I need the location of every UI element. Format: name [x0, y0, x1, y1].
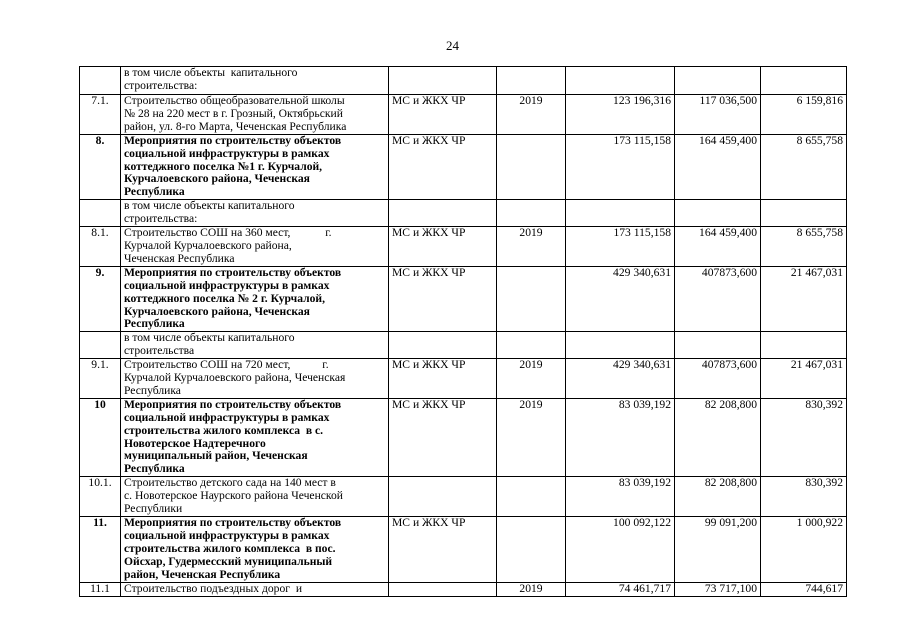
row-number-cell: 10.1. — [80, 477, 121, 517]
responsible-org-cell — [389, 200, 497, 227]
regional-amount-cell: 6 159,816 — [761, 95, 847, 135]
regional-amount-cell — [761, 67, 847, 95]
year-cell: 2019 — [497, 359, 566, 399]
row-name-line: район, Чеченская Республика — [124, 567, 281, 581]
row-name-line: Республика — [124, 383, 181, 397]
row-name-line: Республики — [124, 502, 183, 516]
row-name-line: с. Новотерское Наурского района Чеченской — [124, 489, 343, 503]
row-name-line: Республика — [124, 317, 185, 331]
federal-amount-cell: 82 208,800 — [675, 477, 761, 517]
federal-amount-cell: 99 091,200 — [675, 517, 761, 583]
row-name-cell — [121, 227, 389, 267]
responsible-org-cell — [389, 477, 497, 517]
row-name-line: Мероприятия по строительству объектов — [124, 266, 342, 279]
row-number-cell: 7.1. — [80, 95, 121, 135]
year-cell — [497, 266, 566, 332]
row-name-line: Курчалоевского района, Чеченская — [124, 304, 310, 318]
total-amount-cell: 429 340,631 — [566, 266, 675, 332]
row-name-line: муниципальный район, Чеченская — [124, 449, 308, 463]
row-number-cell: 8. — [80, 134, 121, 200]
row-number-cell — [80, 200, 121, 227]
row-name-line: Строительство СОШ на 360 мест, г. — [124, 226, 332, 240]
total-amount-cell: 173 115,158 — [566, 227, 675, 267]
table-row — [80, 67, 847, 95]
responsible-org-cell — [389, 582, 497, 596]
regional-amount-cell: 830,392 — [761, 398, 847, 476]
table-row — [80, 359, 847, 399]
row-name-line: в том числе объекты капитального — [124, 199, 295, 213]
row-name-cell — [121, 477, 389, 517]
federal-amount-cell: 164 459,400 — [675, 134, 761, 200]
row-number-cell: 9. — [80, 266, 121, 332]
year-cell: 2019 — [497, 582, 566, 596]
responsible-org-cell: МС и ЖКХ ЧР — [389, 517, 497, 583]
row-name-line: Курчалой Курчалоевского района, — [124, 238, 292, 252]
regional-amount-cell: 8 655,758 — [761, 134, 847, 200]
regional-amount-cell — [761, 200, 847, 227]
regional-amount-cell: 8 655,758 — [761, 227, 847, 267]
table-row — [80, 134, 847, 200]
responsible-org-cell — [389, 67, 497, 95]
federal-amount-cell: 82 208,800 — [675, 398, 761, 476]
row-name-line: Мероприятия по строительству объектов — [124, 516, 342, 529]
row-name-line: Строительство подъездных дорог и — [124, 582, 303, 595]
row-name-line: строительства: — [124, 78, 198, 92]
year-cell — [497, 134, 566, 200]
row-name-line: коттеджного поселка №1 г. Курчалой, — [124, 159, 323, 173]
row-name-cell — [121, 582, 389, 596]
page-number: 24 — [446, 38, 459, 53]
row-name-cell — [121, 200, 389, 227]
row-name-cell — [121, 359, 389, 399]
row-name-line: социальной инфраструктуры в рамках — [124, 410, 330, 424]
total-amount-cell: 74 461,717 — [566, 582, 675, 596]
row-name-cell — [121, 332, 389, 359]
federal-amount-cell — [675, 332, 761, 359]
regional-amount-cell: 830,392 — [761, 477, 847, 517]
row-name-line: Республика — [124, 185, 185, 199]
regional-amount-cell: 21 467,031 — [761, 266, 847, 332]
total-amount-cell: 83 039,192 — [566, 477, 675, 517]
year-cell: 2019 — [497, 398, 566, 476]
federal-amount-cell: 164 459,400 — [675, 227, 761, 267]
row-name-line: № 28 на 220 мест в г. Грозный, Октябрьский — [124, 106, 343, 120]
row-name-line: в том числе объекты капитального — [124, 331, 295, 345]
row-name-line: район, ул. 8-го Марта, Чеченская Республика — [124, 119, 347, 133]
federal-amount-cell: 73 717,100 — [675, 582, 761, 596]
row-name-line: Строительство СОШ на 720 мест, г. — [124, 358, 329, 372]
table-row — [80, 200, 847, 227]
year-cell — [497, 200, 566, 227]
row-name-line: Республика — [124, 462, 185, 476]
year-cell — [497, 517, 566, 583]
total-amount-cell: 429 340,631 — [566, 359, 675, 399]
table-row — [80, 95, 847, 135]
row-name-line: строительства жилого комплекса в с. — [124, 423, 324, 437]
responsible-org-cell: МС и ЖКХ ЧР — [389, 266, 497, 332]
federal-amount-cell: 407873,600 — [675, 359, 761, 399]
table-row — [80, 477, 847, 517]
row-name-line: социальной инфраструктуры в рамках — [124, 278, 330, 292]
responsible-org-cell: МС и ЖКХ ЧР — [389, 359, 497, 399]
year-cell — [497, 477, 566, 517]
responsible-org-cell: МС и ЖКХ ЧР — [389, 227, 497, 267]
year-cell — [497, 67, 566, 95]
federal-amount-cell: 407873,600 — [675, 266, 761, 332]
program-table — [79, 66, 847, 597]
row-name-line: строительства: — [124, 212, 198, 226]
row-name-line: Курчалой Курчалоевского района, Чеченская — [124, 371, 346, 385]
row-number-cell: 10 — [80, 398, 121, 476]
table-row — [80, 332, 847, 359]
row-name-line: Строительство детского сада на 140 мест в — [124, 476, 336, 490]
row-name-line: Ойсхар, Гудермесский муниципальный — [124, 554, 333, 568]
year-cell: 2019 — [497, 227, 566, 267]
table-row — [80, 227, 847, 267]
total-amount-cell: 173 115,158 — [566, 134, 675, 200]
row-name-line: Новотерское Надтеречного — [124, 436, 266, 450]
responsible-org-cell: МС и ЖКХ ЧР — [389, 134, 497, 200]
row-name-line: социальной инфраструктуры в рамках — [124, 146, 330, 160]
regional-amount-cell: 1 000,922 — [761, 517, 847, 583]
row-name-cell — [121, 398, 389, 476]
row-name-cell — [121, 266, 389, 332]
total-amount-cell — [566, 332, 675, 359]
row-name-line: строительства жилого комплекса в пос. — [124, 541, 336, 555]
row-name-line: Курчалоевского района, Чеченская — [124, 172, 310, 186]
row-number-cell: 11.1 — [80, 582, 121, 596]
row-name-line: коттеджного поселка № 2 г. Курчалой, — [124, 291, 325, 305]
row-number-cell: 8.1. — [80, 227, 121, 267]
row-name-line: строительства — [124, 344, 195, 358]
row-number-cell — [80, 67, 121, 95]
row-name-cell — [121, 517, 389, 583]
total-amount-cell — [566, 67, 675, 95]
total-amount-cell: 123 196,316 — [566, 95, 675, 135]
responsible-org-cell: МС и ЖКХ ЧР — [389, 95, 497, 135]
regional-amount-cell: 744,617 — [761, 582, 847, 596]
year-cell — [497, 332, 566, 359]
table-row — [80, 582, 847, 596]
row-name-line: социальной инфраструктуры в рамках — [124, 528, 330, 542]
table-row — [80, 517, 847, 583]
row-name-line: Мероприятия по строительству объектов — [124, 398, 342, 411]
year-cell: 2019 — [497, 95, 566, 135]
row-name-line: Строительство общеобразовательной школы — [124, 94, 345, 107]
responsible-org-cell — [389, 332, 497, 359]
table-row — [80, 266, 847, 332]
row-number-cell — [80, 332, 121, 359]
row-name-cell — [121, 95, 389, 135]
federal-amount-cell: 117 036,500 — [675, 95, 761, 135]
row-name-line: в том числе объекты капитального — [124, 66, 298, 79]
federal-amount-cell — [675, 200, 761, 227]
row-number-cell: 11. — [80, 517, 121, 583]
total-amount-cell: 100 092,122 — [566, 517, 675, 583]
row-name-cell — [121, 134, 389, 200]
federal-amount-cell — [675, 67, 761, 95]
row-number-cell: 9.1. — [80, 359, 121, 399]
table-row — [80, 398, 847, 476]
row-name-line: Чеченская Республика — [124, 251, 235, 265]
total-amount-cell — [566, 200, 675, 227]
row-name-cell — [121, 67, 389, 95]
responsible-org-cell: МС и ЖКХ ЧР — [389, 398, 497, 476]
row-name-line: Мероприятия по строительству объектов — [124, 134, 342, 147]
regional-amount-cell: 21 467,031 — [761, 359, 847, 399]
regional-amount-cell — [761, 332, 847, 359]
total-amount-cell: 83 039,192 — [566, 398, 675, 476]
